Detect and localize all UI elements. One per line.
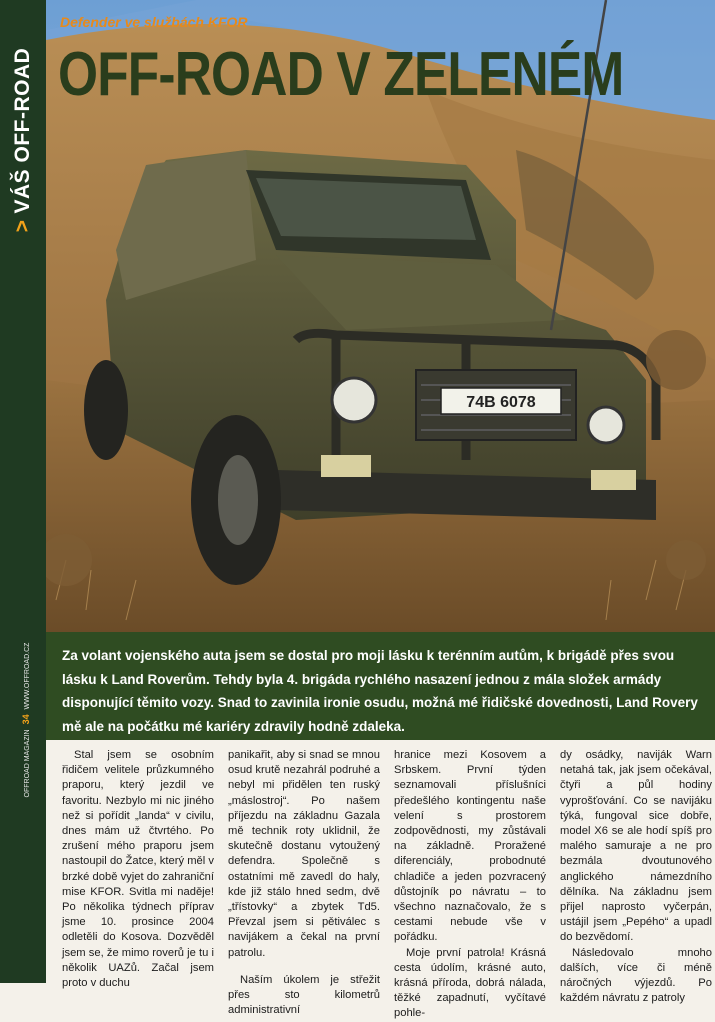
section-label-box bbox=[2, 20, 44, 260]
lead-box bbox=[46, 632, 715, 740]
section-label-text: VÁŠ OFF-ROAD bbox=[11, 47, 34, 214]
website: WWW.OFFROAD.CZ bbox=[24, 642, 31, 710]
section-label bbox=[11, 48, 35, 233]
magazine-name: OFFROAD MAGAZIN bbox=[24, 729, 31, 798]
text-column-2 bbox=[228, 748, 380, 1017]
article-body bbox=[62, 748, 712, 1020]
text-column-3 bbox=[394, 748, 546, 1020]
paragraph: panikařit, aby si snad se mnou osud krutě nezahrál podruhé a nebyl mi přidělen ten ruský „máslostroj“. Po našem příjezdu na základnu Gazala mě technik roty uklidnil, že skutečně dostanu vytoužený defendra. Společně s ostatními mě zavedl do haly, kde již stálo hned sedm, dvě „třístovky“ a zbytek Td5. Převzal jsem si pětiválec s navijákem a čekal na první patrolu. bbox=[228, 749, 380, 959]
article-kicker: Defender ve službách KFOR bbox=[60, 14, 248, 30]
arrow-icon: > bbox=[11, 219, 34, 233]
page-info bbox=[21, 643, 31, 798]
paragraph: Moje první patrola! Krásná cesta údolím, krásné auto, krásná příroda, dobrá nálada, těžké zapadnutí, vyčítavé pohle- bbox=[394, 946, 546, 1020]
paragraph: dy osádky, naviják Warn netahá tak, jak jsem očekával, čtyři a půl hodiny vyprošťování. Co se navijáku týká, fungoval sice dobře, model X6 se ale hodí spíš pro malého samuraje a ne pro bezmála dvoutunového anglického námezdního dělníka. Na základnu jsem přijel naprosto vyčerpán, ustájil jsem „Pepého“ a upadl do bezvědomí. bbox=[560, 749, 712, 944]
text-column-1 bbox=[62, 748, 214, 990]
paragraph: Následovalo mnoho dalších, více či méně náročných výjezdů. Po každém návratu z patroly bbox=[560, 946, 712, 1005]
license-plate: 74B 6078 bbox=[466, 394, 536, 411]
article-title: OFF-ROAD V ZELENÉM bbox=[58, 40, 624, 109]
paragraph: Stal jsem se osobním řidičem velitele průzkumného praporu, který jezdil ve favoritu. Nezbylo mi nic jiného než si pořídit „landa“ v civilu, dnes mám už čtvrtého. Po zrušení mého praporu jsem nastoupil do Žatce, který měl v brzké době vyjet do zahraniční mise KFOR. Svitla mi naděje! Po několika týdnech příprav jsme 10. prosince 2004 odletěli do Kosova. Dozvěděl jsem se, že mimo roverů je tu i několik UAZů. Začal jsem proto v duchu bbox=[62, 749, 214, 990]
side-strip bbox=[0, 0, 46, 983]
page-number: 34 bbox=[21, 714, 31, 725]
lead-paragraph: Za volant vojenského auta jsem se dostal pro moji lásku k terénním autům, k brigádě přes svou lásku k Land Roverům. Tehdy byla 4. brigáda rychlého nasazení jednou z mála složek armády disponující těmito vozy. Snad to zavinila ironie osudu, možná mé řidičské dovednosti, Land Rovery mě ale na počátku mé kariéry zdravily hodně zdaleka. bbox=[62, 648, 698, 734]
paragraph: Naším úkolem je střežit přes sto kilometrů administrativní bbox=[228, 973, 380, 1017]
text-column-4 bbox=[560, 748, 712, 1005]
paragraph: hranice mezi Kosovem a Srbskem. První týden seznamovali příslušníci předešlého kontingentu naše velení s prostorem zodpovědnosti, my zůstávali na základně. Proražené diferenciály, probodnuté chladiče a jeden pozvracený důstojník po návratu – to všechno naznačovalo, že s cestami nebude vše v pořádku. bbox=[394, 749, 546, 944]
